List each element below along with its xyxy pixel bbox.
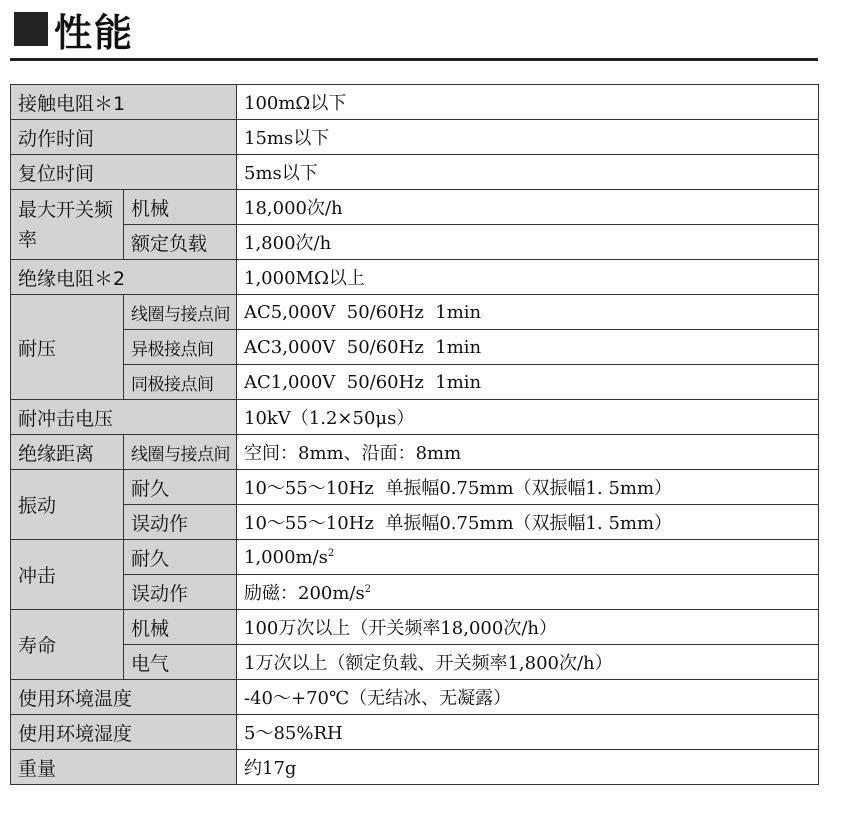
table-row — [11, 260, 819, 295]
table-row — [11, 505, 819, 540]
row-value: 18,000次/h — [237, 190, 819, 225]
row-value: 1万次以上（额定负载、开关频率1,800次/h） — [237, 645, 819, 680]
row-label: 寿命 — [11, 610, 124, 680]
row-value: 15ms以下 — [237, 120, 819, 155]
row-sub-label: 误动作 — [124, 505, 237, 540]
table-row — [11, 295, 819, 330]
row-value: 100mΩ以下 — [237, 85, 819, 120]
row-value: 1,800次/h — [237, 225, 819, 260]
row-value: 10kV（1.2×50μs） — [237, 400, 819, 435]
row-label: 接触电阻＊1 — [11, 85, 237, 120]
row-label: 使用环境湿度 — [11, 715, 237, 750]
table-row — [11, 610, 819, 645]
row-label: 最大开关频率 — [11, 190, 124, 260]
table-row — [11, 190, 819, 225]
row-label: 绝缘距离 — [11, 435, 124, 470]
row-sub-label: 额定负载 — [124, 225, 237, 260]
row-label: 复位时间 — [11, 155, 237, 190]
row-value: 10～55～10Hz 单振幅0.75mm（双振幅1. 5mm） — [237, 505, 819, 540]
row-label: 振动 — [11, 470, 124, 540]
row-label: 重量 — [11, 750, 237, 785]
table-row — [11, 575, 819, 610]
row-label: 耐压 — [11, 295, 124, 400]
row-value: 5ms以下 — [237, 155, 819, 190]
table-row — [11, 400, 819, 435]
row-label: 冲击 — [11, 540, 124, 610]
table-row — [11, 225, 819, 260]
table-row — [11, 85, 819, 120]
row-value: AC5,000V 50/60Hz 1min — [237, 295, 819, 330]
value-text: 1,000m/s — [244, 546, 328, 568]
row-value: AC3,000V 50/60Hz 1min — [237, 330, 819, 365]
row-value: AC1,000V 50/60Hz 1min — [237, 365, 819, 400]
row-label: 使用环境温度 — [11, 680, 237, 715]
row-sub-label: 线圈与接点间 — [124, 435, 237, 470]
heading-divider — [10, 58, 818, 61]
row-sub-label: 耐久 — [124, 470, 237, 505]
superscript: 2 — [327, 547, 335, 559]
row-value: 空间：8mm、沿面：8mm — [237, 435, 819, 470]
row-value: -40～+70℃（无结冰、无凝露） — [237, 680, 819, 715]
section-title: 性能 — [54, 10, 135, 55]
table-row — [11, 750, 819, 785]
table-row — [11, 715, 819, 750]
row-sub-label: 机械 — [124, 610, 237, 645]
performance-table — [10, 84, 819, 785]
table-row — [11, 330, 819, 365]
table-row — [11, 155, 819, 190]
table-row — [11, 680, 819, 715]
row-value: 约17g — [237, 750, 819, 785]
value-text: 励磁：200m/s — [244, 583, 365, 604]
row-value: 10～55～10Hz 单振幅0.75mm（双振幅1. 5mm） — [237, 470, 819, 505]
table-row — [11, 435, 819, 470]
row-value: 5～85%RH — [237, 715, 819, 750]
superscript: 2 — [364, 584, 372, 595]
table-row — [11, 120, 819, 155]
table-row — [11, 470, 819, 505]
table-row — [11, 540, 819, 575]
row-sub-label: 耐久 — [124, 540, 237, 575]
row-sub-label: 同极接点间 — [124, 365, 237, 400]
row-sub-label: 误动作 — [124, 575, 237, 610]
row-label: 绝缘电阻＊2 — [11, 260, 237, 295]
row-sub-label: 线圈与接点间 — [124, 295, 237, 330]
row-label: 耐冲击电压 — [11, 400, 237, 435]
table-row — [11, 645, 819, 680]
row-value: 100万次以上（开关频率18,000次/h） — [237, 610, 819, 645]
row-label: 动作时间 — [11, 120, 237, 155]
row-value — [237, 575, 819, 610]
black-square-icon — [14, 12, 48, 46]
section-heading — [14, 4, 134, 54]
row-sub-label: 异极接点间 — [124, 330, 237, 365]
row-value — [237, 540, 819, 575]
row-sub-label: 电气 — [124, 645, 237, 680]
row-value: 1,000MΩ以上 — [237, 260, 819, 295]
table-row — [11, 365, 819, 400]
row-sub-label: 机械 — [124, 190, 237, 225]
